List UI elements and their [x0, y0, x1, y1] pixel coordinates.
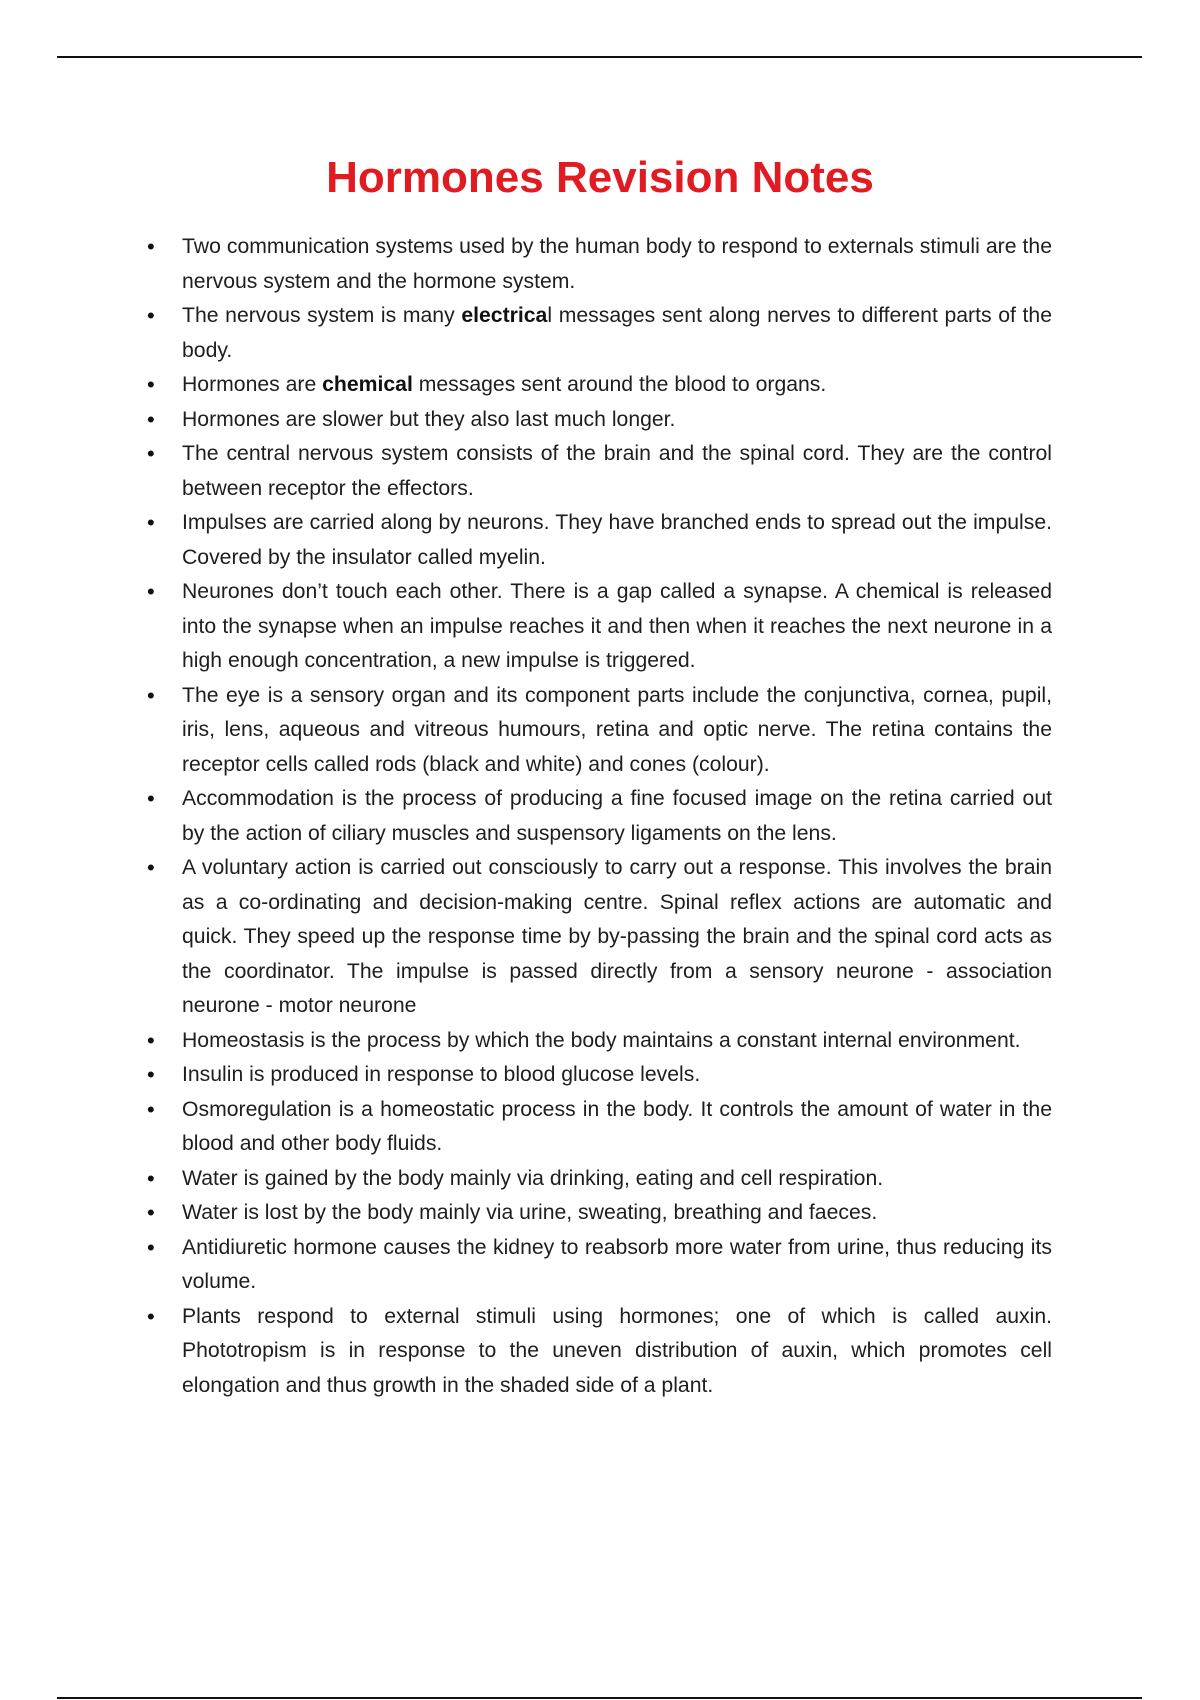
- note-text: The nervous system is many: [182, 304, 462, 327]
- note-item: [147, 368, 1052, 403]
- page-title: Hormones Revision Notes: [326, 153, 874, 202]
- note-emphasis: chemical: [322, 373, 413, 396]
- note-item: [147, 1300, 1052, 1404]
- note-item: [147, 1058, 1052, 1093]
- note-item: [147, 782, 1052, 851]
- bullet-icon: •: [147, 1200, 155, 1225]
- note-item: [147, 1024, 1052, 1059]
- note-text: The central nervous system consists of the brain and the spinal cord. They are the control between receptor the effectors.: [182, 442, 1052, 500]
- bullet-icon: •: [147, 372, 155, 397]
- note-text: Osmoregulation is a homeostatic process in the body. It controls the amount of water in the blood and other body fluids.: [182, 1097, 1052, 1155]
- note-text: Insulin is produced in response to blood glucose levels.: [182, 1063, 701, 1086]
- bullet-icon: •: [147, 303, 155, 328]
- note-item: [147, 575, 1052, 679]
- bullet-icon: •: [147, 406, 155, 432]
- bullet-icon: •: [147, 682, 155, 708]
- note-item: [147, 1093, 1052, 1162]
- note-text: Water is lost by the body mainly via urine, sweating, breathing and faeces.: [182, 1201, 878, 1224]
- note-item: [147, 1231, 1052, 1300]
- note-text: Accommodation is the process of producing a fine focused image on the retina carried out by the action of ciliary muscles and suspensory ligaments on the lens.: [182, 787, 1052, 845]
- note-text: The eye is a sensory organ and its component parts include the conjunctiva, cornea, pupil, iris, lens, aqueous and vitreous humours, retina and optic nerve. The retina contains the receptor cells called rods (black and white) and cones (colour).: [182, 683, 1052, 776]
- bullet-icon: •: [147, 855, 155, 880]
- bullet-icon: •: [147, 786, 155, 811]
- notes-list: [147, 230, 1052, 1403]
- bullet-icon: •: [147, 1062, 155, 1087]
- note-item: [147, 679, 1052, 783]
- note-item: [147, 506, 1052, 575]
- note-text-end: messages sent around the blood to organs.: [412, 373, 827, 396]
- note-text: Impulses are carried along by neurons. They have branched ends to spread out the impulse. Covered by the insulator called myelin.: [182, 511, 1052, 569]
- note-text-end: l messages sent along nerves to different parts of the body.: [182, 304, 1052, 362]
- note-text: Hormones are slower but they also last much longer.: [182, 407, 676, 431]
- note-text: Homeostasis is the process by which the body maintains a constant internal environment.: [182, 1028, 1021, 1052]
- bullet-icon: •: [147, 1234, 155, 1260]
- note-text: Neurones don’t touch each other. There is a gap called a synapse. A chemical is released into the synapse when an impulse reaches it and then when it reaches the next neurone in a high enough concentration, a new impulse is triggered.: [182, 580, 1052, 672]
- bullet-icon: •: [147, 1165, 155, 1191]
- bullet-icon: •: [147, 1096, 155, 1122]
- bottom-rule: [57, 1697, 1142, 1699]
- bullet-icon: •: [147, 1027, 155, 1053]
- top-rule: [57, 56, 1142, 58]
- note-text: Hormones are: [182, 373, 323, 396]
- note-text: Two communication systems used by the human body to respond to externals stimuli are the nervous system and the hormone system.: [182, 235, 1052, 293]
- bullet-icon: •: [147, 441, 155, 466]
- note-emphasis: electrica: [461, 304, 548, 327]
- note-item: [147, 851, 1052, 1024]
- note-item: [147, 230, 1052, 299]
- note-item: [147, 1196, 1052, 1231]
- note-text: Antidiuretic hormone causes the kidney to reabsorb more water from urine, thus reducing its volume.: [182, 1235, 1052, 1293]
- note-item: [147, 1162, 1052, 1197]
- note-item: [147, 437, 1052, 506]
- note-item: [147, 403, 1052, 438]
- note-item: [147, 299, 1052, 368]
- bullet-icon: •: [147, 1303, 155, 1329]
- note-text: Water is gained by the body mainly via drinking, eating and cell respiration.: [182, 1166, 884, 1190]
- bullet-icon: •: [147, 234, 155, 259]
- bullet-icon: •: [147, 510, 155, 535]
- note-text: A voluntary action is carried out consciously to carry out a response. This involves the brain as a co-ordinating and decision-making centre. Spinal reflex actions are automatic and quick. They speed up the response time by by-passing the brain and the spinal cord acts as the coordinator. The impulse is passed directly from a sensory neurone - association neurone - motor neurone: [182, 856, 1052, 1017]
- bullet-icon: •: [147, 579, 155, 604]
- note-text: Plants respond to external stimuli using hormones; one of which is called auxin. Phototropism is in response to the uneven distribution of auxin, which promotes cell elongation and thus growth in the shaded side of a plant.: [182, 1304, 1052, 1397]
